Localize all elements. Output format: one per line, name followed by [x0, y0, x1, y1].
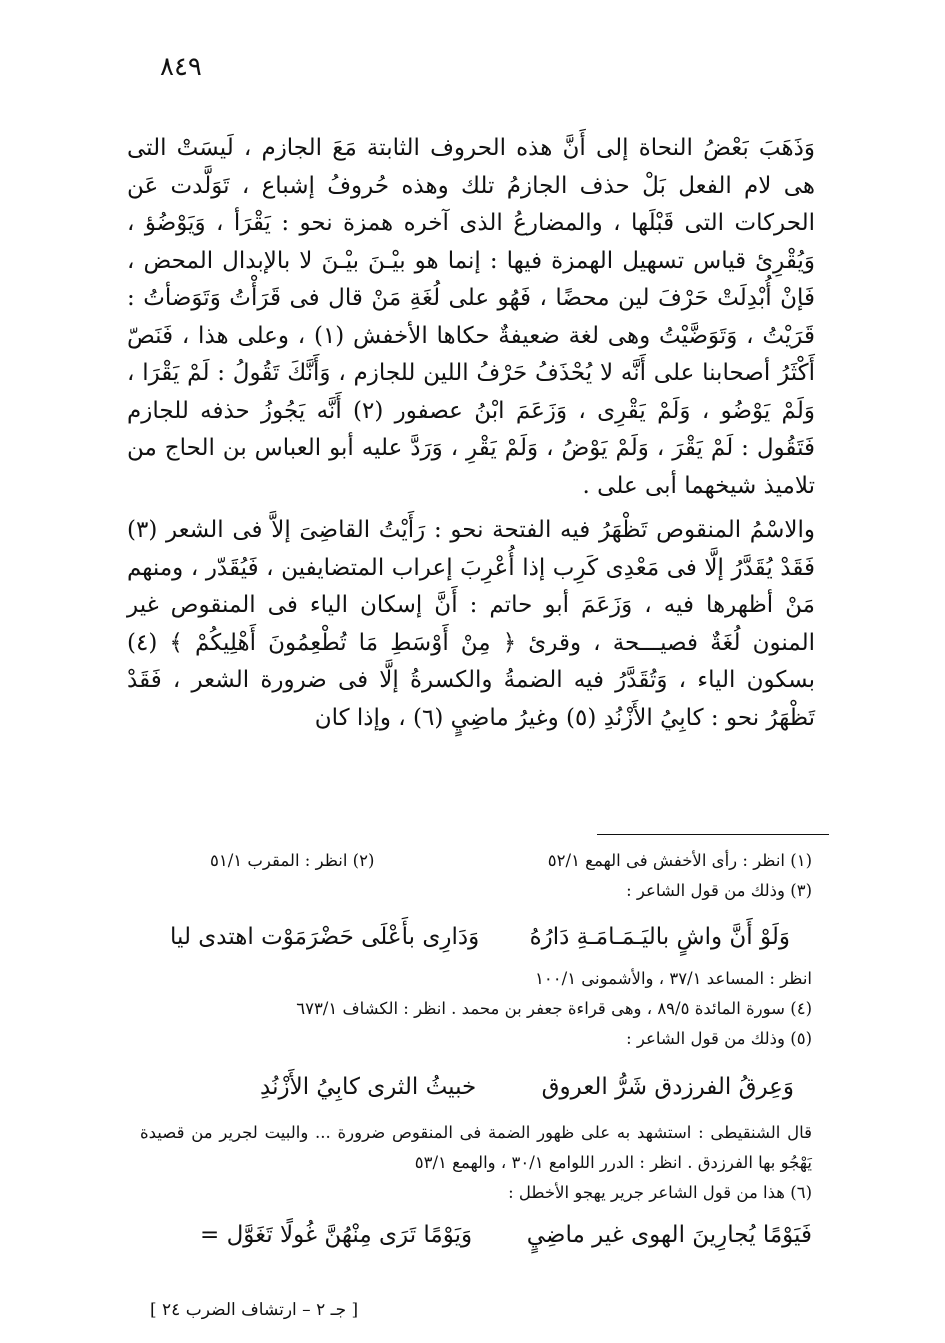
main-text	[127, 130, 815, 737]
footnote-6: (٦) هذا من قول الشاعر جرير يهجو الأخطل :	[508, 1183, 812, 1202]
verse-3-first-hemistich: فَيَوْمًا يُجارِينَ الهوى غير ماضِيٍ	[526, 1222, 812, 1248]
verse-1-second-hemistich: وَدَارِى بأَعْلَى حَضْرَمَوْت اهتدى ليا	[170, 924, 480, 950]
verse-1	[140, 914, 812, 960]
verse-2	[140, 1064, 812, 1110]
footnote-5: (٥) وذلك من قول الشاعر :	[626, 1029, 812, 1048]
verse-3	[140, 1212, 812, 1258]
volume-signature: [ جـ ٢ – ارتشاف الضرب ٢٤ ]	[150, 1300, 359, 1320]
paragraph-1: وَذَهَبَ بَعْضُ النحاة إلى أَنَّ هذه الحروف الثابتة مَعَ الجازم ، لَيسَتْ التى هى لام الفعل بَلْ حذف الجازمُ تلك وهذه حُروفُ إشباع ، تَوَلَّدت عَن الحركات التى قَبْلَها ، والمضارعُ الذى آخره همزة نحو : يَقْرَأ ، وَيَوْضُؤ ، وَيُقْرِئ قياس تسهيل الهمزة فيها : إنما هو بيْـنَ بيْـنَ لا بالإبدال المحض ، فَإنْ أُبْدِلَتْ حَرْفَ لين محضًا ، فَهُو على لُغَةِ مَنْ قال فى قَرَأْتُ وَتَوَضأتُ : قَرَيْتُ ، وَتَوَضَّيْتُ وهى لغة ضعيفةٌ حكاها الأخفش (١) ، وعلى هذا ، فَنَصّ أَكْثَرُ أصحابنا على أَنَّه لا يُحْذَفُ حَرْفُ اللين للجازم ، وَأَنَّكَ تَقُولُ : لَمْ يَقْرَا ، وَلَمْ يَوْضُو ، وَلَمْ يَقْرِى ، وَزَعَمَ ابْنُ عصفور (٢) أَنَّه يَجُوزُ حذفه للجازم فَتَقُول : لَمْ يَقْرَ ، وَلَمْ يَوْضُ ، وَلَمْ يَقْرِ ، وَرَدَّ عليه أبو العباس بن الحاج من تلاميذ شيخهما أبى على .	[127, 135, 815, 499]
footnote-divider	[597, 834, 829, 835]
verse-3-second-hemistich: وَيَوْمًا تَرَى مِنْهُنَّ غُولًا تَغَوَّل =	[200, 1222, 473, 1248]
footnote-3-reference: انظر : المساعد ٣٧/١ ، والأشمونى ١٠٠/١	[535, 969, 812, 988]
page-number: ٨٤٩	[160, 52, 202, 82]
footnote-2: (٢) انظر : المقرب ٥١/١	[210, 851, 375, 870]
verse-2-first-hemistich: وَعِرقُ الفرزدق شَرُّ العروق	[541, 1074, 794, 1100]
footnote-row-1-2	[140, 846, 812, 876]
footnotes	[140, 846, 812, 1262]
verse-1-first-hemistich: وَلَوْ أَنَّ واشٍ باليَـمَـامَـةِ دَارُهُ	[529, 924, 790, 950]
footnote-4: (٤) سورة المائدة ٨٩/٥ ، وهى قراءة جعفر بن محمد . انظر : الكشاف ٦٧٣/١	[296, 999, 812, 1018]
footnote-1: (١) انظر : رأى الأخفش فى الهمع ٥٢/١	[547, 851, 812, 870]
paragraph-2: والاسْمُ المنقوص تَظْهَرُ فيه الفتحة نحو : رَأَيْتُ القاضِىَ إلاَّ فى الشعر (٣) فَقَدْ يُقَدَّرُ إلَّا فى مَعْدِى كَرِب إذا أُعْرِبَ إعراب المتضايفين ، فَيُقَدّر ، ومنهم مَنْ أظهرها فيه ، وَزَعَمَ أبو حاتم : أَنَّ إسكان الياء فى المنقوص غير المنون لُغَةٌ فصيـــحة ، وقرئ ﴿ مِنْ أَوْسَطِ مَا تُطْعِمُونَ أَهْلِيكُمْ ﴾ (٤) بسكون الياء ، وَتُقَدَّرُ فيه الضمةُ والكسرةُ إلَّا فى ضرورة الشعر ، فَقَدْ تَظْهَرُ نحو : كابِيُ الأَزْنُدِ (٥) وغيرُ ماضِيٍ (٦) ، وإذا كان	[127, 517, 815, 731]
footnote-5-note: قال الشنقيطى : استشهد به على ظهور الضمة فى المنقوص ضرورة ... والبيت لجرير من قصيدة يَهْجُو بها الفرزدق . انظر : الدرر اللوامع ٣٠/١ ، والهمع ٥٣/١	[140, 1123, 812, 1172]
footnote-3: (٣) وذلك من قول الشاعر :	[626, 881, 812, 900]
verse-2-second-hemistich: خبيثُ الثرى كابِيُ الأَزْنُدِ	[260, 1074, 477, 1100]
